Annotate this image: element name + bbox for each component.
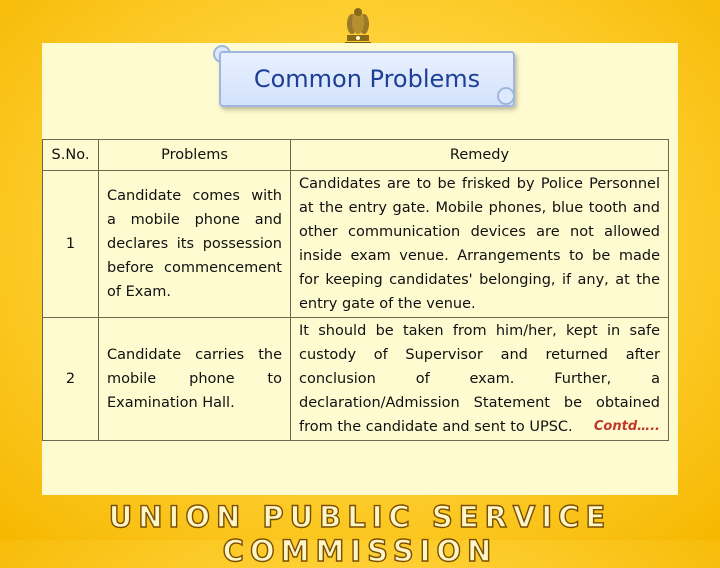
national-emblem-icon — [341, 4, 375, 48]
table-header-row — [43, 140, 669, 171]
remedy-text: It should be taken from him/her, kept in safe custody of Supervisor and returned after conclusion of exam. Further, a declaration/Admission Statement be obtained from the candidate and sent to UPSC. — [299, 323, 660, 435]
title-banner — [211, 45, 517, 105]
table-row — [43, 318, 669, 441]
problem-cell: Candidate carries the mobile phone to Examination Hall. — [99, 318, 291, 441]
problem-cell: Candidate comes with a mobile phone and declares its possession before commencement of Exam. — [99, 171, 291, 318]
scroll-curl-bottom — [497, 87, 515, 105]
header-problems: Problems — [99, 140, 291, 171]
organization-footer: UNION PUBLIC SERVICE COMMISSION — [108, 500, 612, 568]
table-row — [43, 171, 669, 318]
row-number: 1 — [43, 171, 99, 318]
row-number: 2 — [43, 318, 99, 441]
header-remedy: Remedy — [291, 140, 669, 171]
remedy-cell: Candidates are to be frisked by Police Personnel at the entry gate. Mobile phones, blue tooth and other communication devices are not allowed inside exam venue. Arrangements to be made for keeping candidates' belonging, if any, at the entry gate of the venue. — [291, 171, 669, 318]
page-title: Common Problems — [253, 65, 481, 93]
problems-table — [42, 139, 669, 441]
header-sno: S.No. — [43, 140, 99, 171]
remedy-cell-2 — [291, 318, 669, 441]
continued-note: Contd….. — [593, 419, 660, 434]
title-scroll — [219, 51, 515, 107]
